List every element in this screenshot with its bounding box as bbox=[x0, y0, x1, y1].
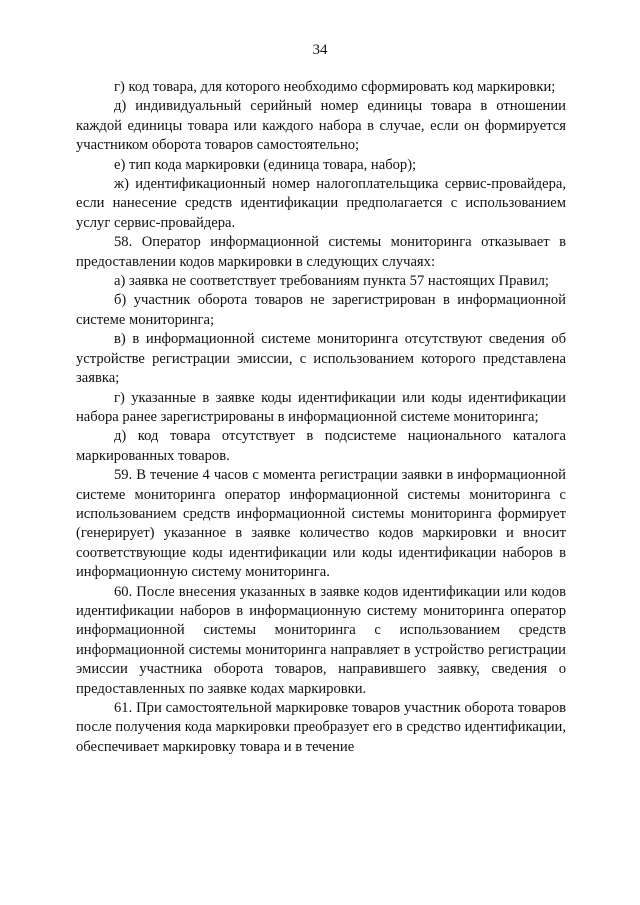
paragraph-clause-58: 58. Оператор информационной системы мониторинга отказывает в предоставлении кодов маркировки в следующих случаях: bbox=[76, 234, 566, 270]
paragraph-item-e-code-type: е) тип кода маркировки (единица товара, набор); bbox=[114, 156, 417, 173]
paragraph-item-a-requirements: а) заявка не соответствует требованиям пункта 57 настоящих Правил; bbox=[114, 273, 549, 290]
document-body bbox=[76, 78, 566, 757]
paragraph-item-g-product-code: г) код товара, для которого необходимо сформировать код маркировки; bbox=[114, 79, 556, 95]
paragraph-clause-59: 59. В течение 4 часов с момента регистрации заявки в информационной системе мониторинга оператор информационной системы мониторинга с использованием средств информационной системы мониторинга формирует (генерирует) указанное в заявке количество кодов маркировки и вносит соответствующие коды идентификации или коды идентификации наборов в информационную систему мониторинга. bbox=[76, 467, 566, 581]
paragraph-clause-61: 61. При самостоятельной маркировке товаров участник оборота товаров после получения кода маркировки преобразует его в средство идентификации, обеспечивает маркировку товара и в течение bbox=[76, 700, 566, 755]
paragraph-clause-60: 60. После внесения указанных в заявке кодов идентификации или кодов идентификации наборов в информационную систему мониторинга оператор информационной системы мониторинга с использованием средств информационной системы мониторинга направляет в устройство регистрации эмиссии участника оборота товаров, направившего заявку, сведения о предоставленных по заявке кодах маркировки. bbox=[76, 583, 566, 697]
paragraph-item-d-serial-number: д) индивидуальный серийный номер единицы товара в отношении каждой единицы товара или каждого набора в случае, если он формируется участником оборота товаров самостоятельно; bbox=[76, 98, 566, 154]
paragraph-item-g-codes-registered: г) указанные в заявке коды идентификации или коды идентификации набора ранее зарегистрированы в информационной системе мониторинга; bbox=[76, 389, 566, 425]
paragraph-item-zh-taxpayer-id: ж) идентификационный номер налогоплательщика сервис-провайдера, если нанесение средств идентификации предполагается с использованием услуг сервис-провайдера. bbox=[76, 176, 566, 231]
paragraph-item-d-code-missing: д) код товара отсутствует в подсистеме национального каталога маркированных товаров. bbox=[76, 428, 566, 464]
paragraph-item-b-not-registered: б) участник оборота товаров не зарегистрирован в информационной системе мониторинга; bbox=[76, 292, 566, 328]
page-number: 34 bbox=[312, 42, 328, 58]
paragraph-item-v-no-device-info: в) в информационной системе мониторинга отсутствуют сведения об устройстве регистрации эмиссии, с использованием которого представлена заявка; bbox=[76, 331, 566, 387]
